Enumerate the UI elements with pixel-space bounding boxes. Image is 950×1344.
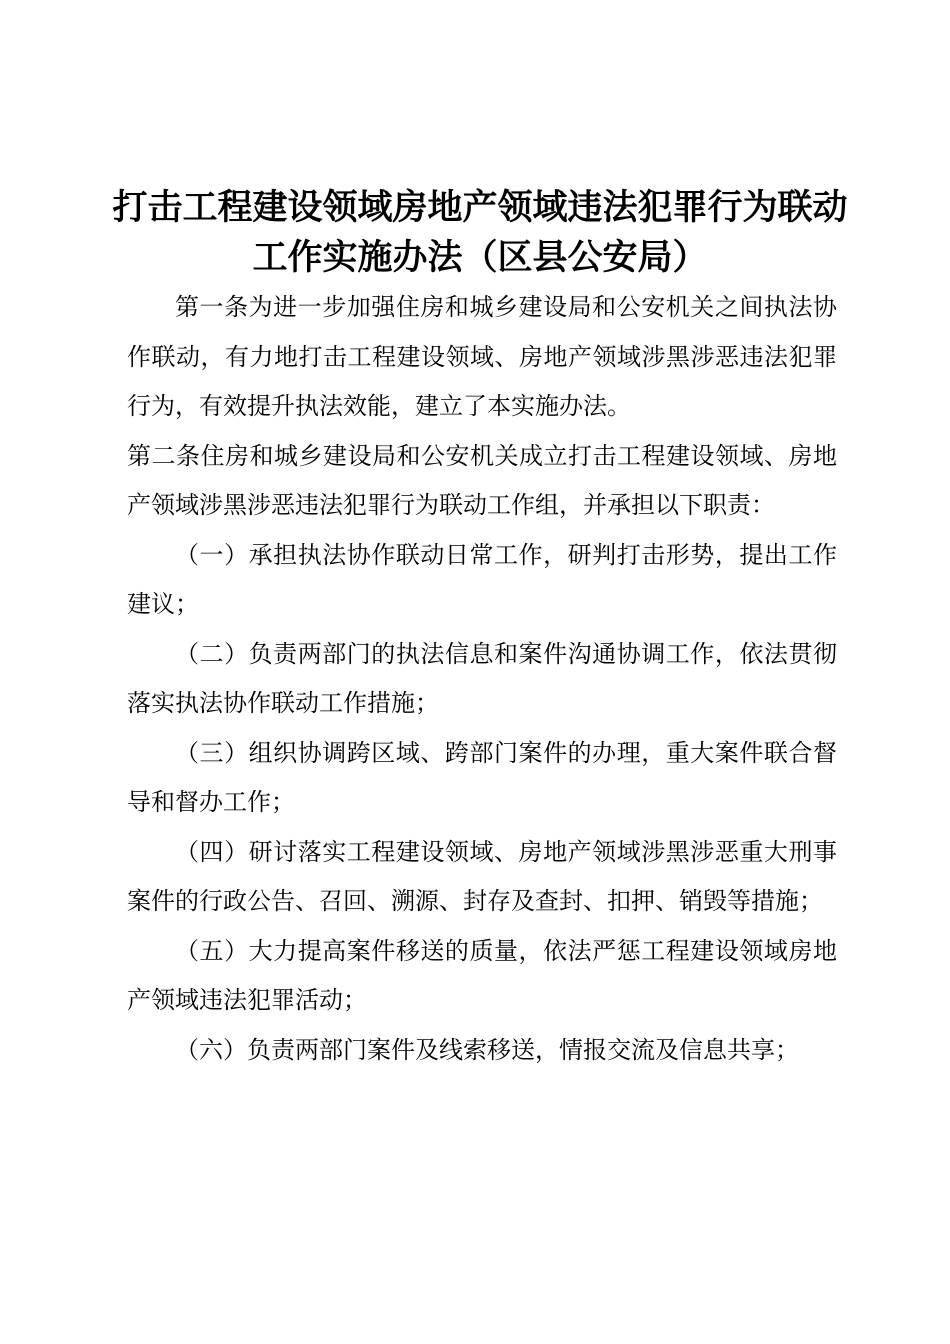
paragraph-article-2: 第二条住房和城乡建设局和公安机关成立打击工程建设领域、房地产领域涉黑涉恶违法犯罪行为联动工作组，并承担以下职责： <box>127 441 837 519</box>
paragraph-article-1: 第一条为进一步加强住房和城乡建设局和公安机关之间执法协作联动，有力地打击工程建设领域、房地产领域涉黑涉恶违法犯罪行为，有效提升执法效能，建立了本实施办法。 <box>127 293 837 420</box>
document-body <box>127 283 837 1075</box>
list-item-3: （三）组织协调跨区域、跨部门案件的办理，重大案件联合督导和督办工作； <box>127 738 837 816</box>
document-title: 打击工程建设领域房地产领域违法犯罪行为联动工作实施办法（区县公安局） <box>112 188 848 278</box>
list-item-6: （六）负责两部门案件及线索移送，情报交流及信息共享； <box>175 1035 799 1064</box>
list-item-1: （一）承担执法协作联动日常工作，研判打击形势，提出工作建议； <box>127 540 837 618</box>
list-item-4: （四）研讨落实工程建设领域、房地产领域涉黑涉恶重大刑事案件的行政公告、召回、溯源、封存及查封、扣押、销毁等措施； <box>127 837 837 915</box>
list-item-2: （二）负责两部门的执法信息和案件沟通协调工作，依法贯彻落实执法协作联动工作措施； <box>127 639 837 717</box>
list-item-5: （五）大力提高案件移送的质量，依法严惩工程建设领域房地产领域违法犯罪活动； <box>127 936 837 1014</box>
